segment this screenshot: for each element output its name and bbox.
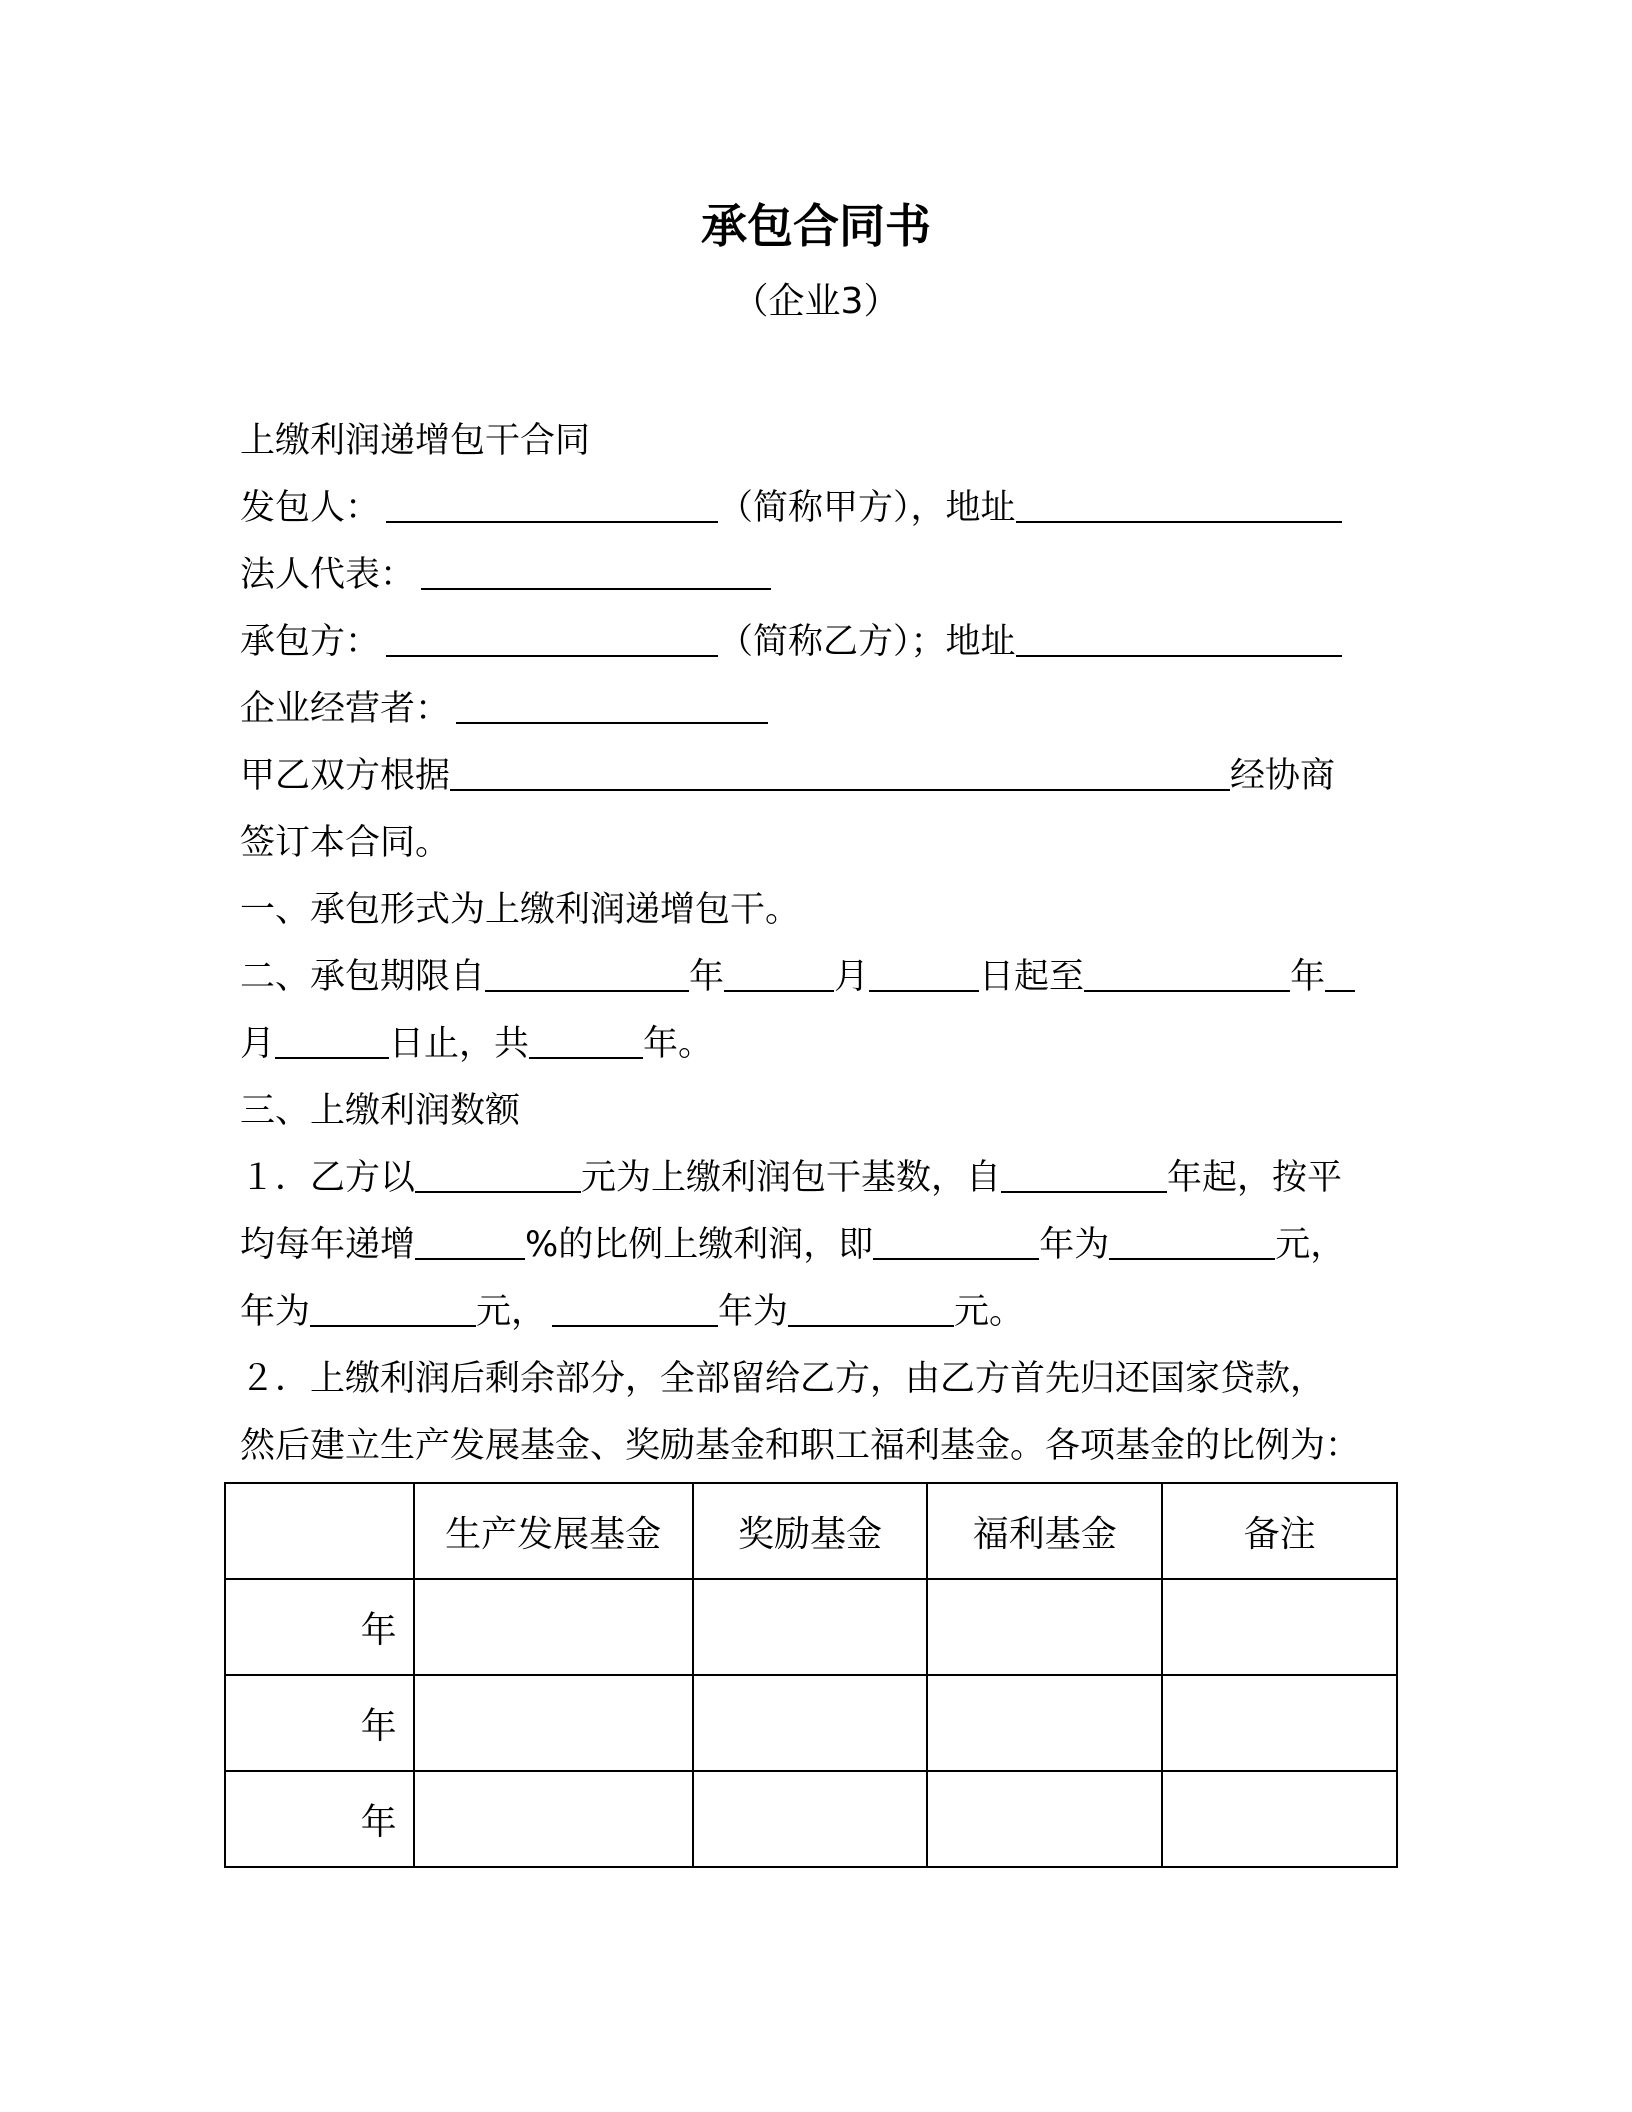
table-row: [225, 1675, 1397, 1771]
fund-ratio-table: [224, 1482, 1398, 1868]
table-cell[interactable]: [1162, 1579, 1397, 1675]
table-header-cell: [225, 1483, 414, 1579]
contractor-line: 发包人： （简称甲方），地址: [240, 475, 1390, 542]
table-cell[interactable]: [414, 1579, 693, 1675]
table-header-cell: 奖励基金: [693, 1483, 928, 1579]
year-1-field[interactable]: [873, 1212, 1039, 1260]
item-2-line-1: 二、承包期限自 年 月 日起至 年: [240, 944, 1390, 1011]
item-3: 三、上缴利润数额: [240, 1091, 521, 1131]
item-2-line-2: 月 日止，共 年。: [240, 1011, 1390, 1078]
contractor-name-field[interactable]: [386, 475, 718, 523]
table-row: [225, 1771, 1397, 1867]
table-header-cell: 福利基金: [927, 1483, 1162, 1579]
from-year-field[interactable]: [1001, 1145, 1167, 1193]
table-cell[interactable]: [927, 1579, 1162, 1675]
contractee-name-field[interactable]: [386, 609, 718, 657]
basis-field[interactable]: [450, 743, 1230, 791]
table-header-row: [225, 1483, 1397, 1579]
table-cell[interactable]: [414, 1771, 693, 1867]
item-3-line-2: 均每年递增 %的比例上缴利润，即 年为 元，: [240, 1212, 1390, 1279]
document-subtitle: （企业3）: [732, 281, 900, 322]
contract-name: 上缴利润递增包干合同: [240, 421, 591, 461]
document-title: 承包合同书: [701, 199, 931, 253]
amount-3-field[interactable]: [788, 1279, 954, 1327]
amount-2-field[interactable]: [310, 1279, 476, 1327]
table-row: [225, 1579, 1397, 1675]
operator-field[interactable]: [456, 676, 768, 724]
contractee-line: 承包方： （简称乙方）；地址: [240, 609, 1390, 676]
item-3-line-4: ２．上缴利润后剩余部分，全部留给乙方，由乙方首先归还国家贷款，: [240, 1359, 1326, 1399]
table-cell-year: 年: [225, 1579, 414, 1675]
base-amount-field[interactable]: [415, 1145, 581, 1193]
table-header-cell: 备注: [1162, 1483, 1397, 1579]
table-cell[interactable]: [1162, 1771, 1397, 1867]
table-cell-year: 年: [225, 1675, 414, 1771]
end-day-field[interactable]: [275, 1011, 389, 1059]
end-year-field[interactable]: [1084, 944, 1290, 992]
contract-body: [240, 408, 1390, 1480]
item-3-line-1: １．乙方以 元为上缴利润包干基数，自 年起，按平: [240, 1145, 1390, 1212]
sign-line: 签订本合同。: [240, 823, 451, 863]
table-cell[interactable]: [927, 1771, 1162, 1867]
amount-1-field[interactable]: [1109, 1212, 1275, 1260]
table-cell[interactable]: [693, 1579, 928, 1675]
legal-rep-field[interactable]: [421, 542, 771, 590]
contractee-address-field[interactable]: [1016, 609, 1342, 657]
table-cell-year: 年: [225, 1771, 414, 1867]
item-3-line-5: 然后建立生产发展基金、奖励基金和职工福利基金。各项基金的比例为：: [240, 1426, 1361, 1466]
legal-rep-line: 法人代表：: [240, 542, 1390, 609]
table-cell[interactable]: [1162, 1675, 1397, 1771]
year-3-field[interactable]: [552, 1279, 718, 1327]
start-year-field[interactable]: [485, 944, 689, 992]
item-1: 一、承包形式为上缴利润递增包干。: [240, 890, 801, 930]
operator-line: 企业经营者：: [240, 676, 1390, 743]
total-years-field[interactable]: [529, 1011, 643, 1059]
item-3-line-3: 年为 元， 年为 元。: [240, 1279, 1390, 1346]
table-cell[interactable]: [693, 1675, 928, 1771]
table-header-cell: 生产发展基金: [414, 1483, 693, 1579]
start-month-field[interactable]: [724, 944, 834, 992]
increase-rate-field[interactable]: [415, 1212, 525, 1260]
table-cell[interactable]: [693, 1771, 928, 1867]
table-cell[interactable]: [414, 1675, 693, 1771]
table-cell[interactable]: [927, 1675, 1162, 1771]
end-month-field-start[interactable]: [1325, 944, 1355, 992]
contractor-address-field[interactable]: [1016, 475, 1342, 523]
start-day-field[interactable]: [869, 944, 979, 992]
basis-line: 甲乙双方根据 经协商: [240, 743, 1390, 810]
